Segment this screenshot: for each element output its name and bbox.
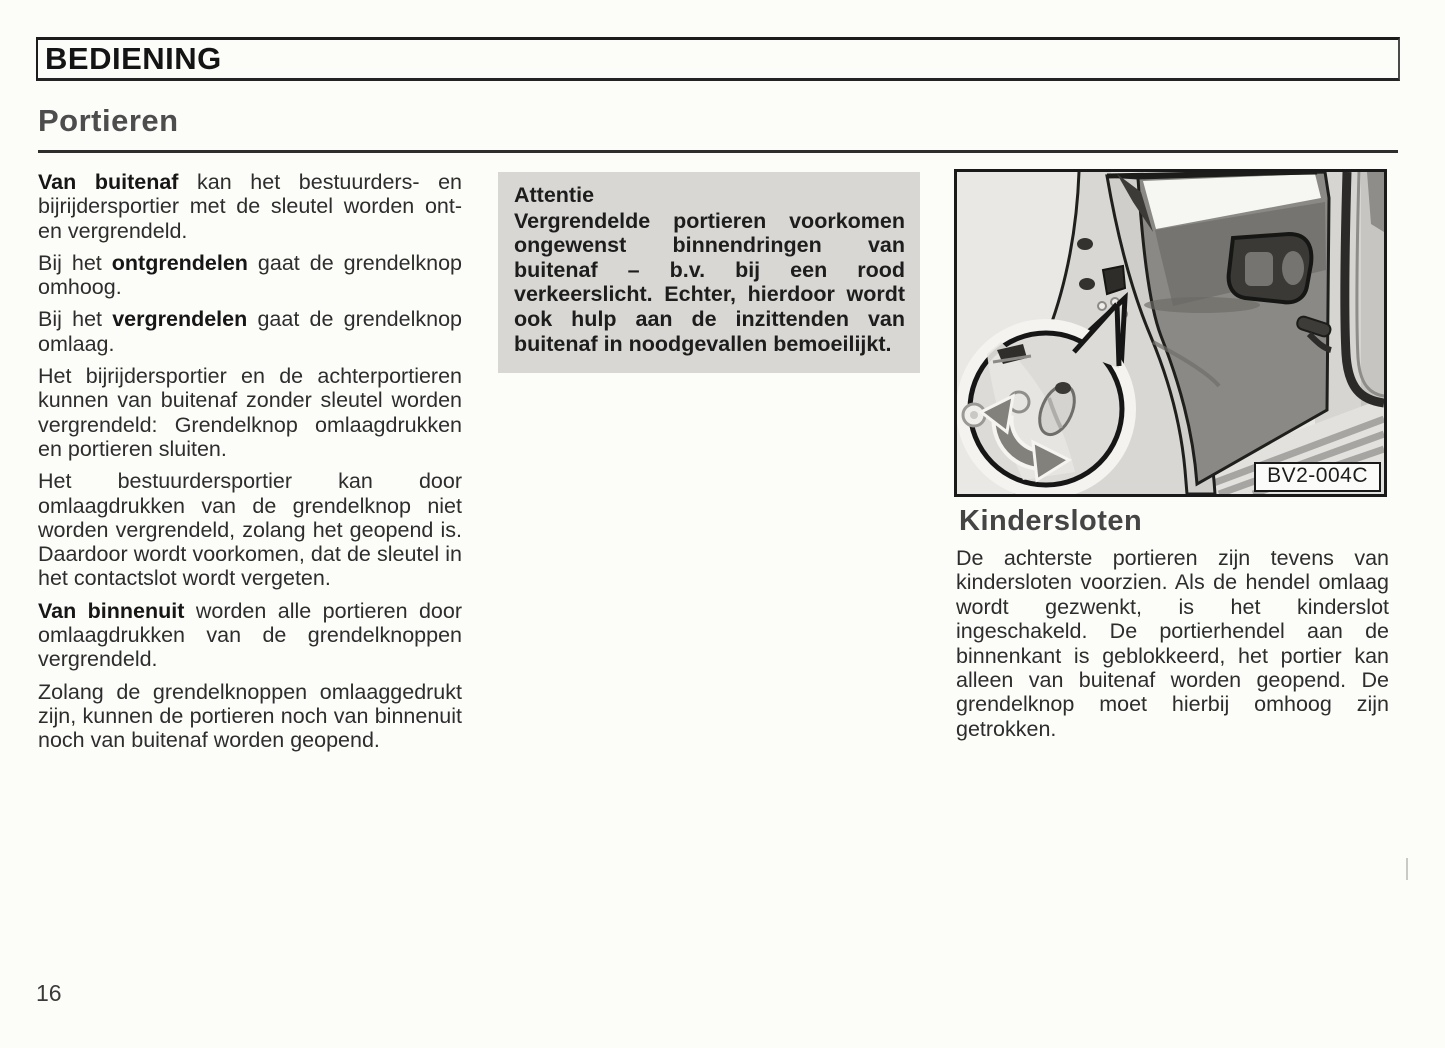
- paragraph-achterportieren: Het bijrijdersportier en de achterportieren kunnen van buitenaf zonder sleutel worden vergrendeld: Grendelknop omlaagdrukken en portieren sluiten.: [38, 364, 462, 461]
- attention-title: Attentie: [514, 183, 595, 207]
- door-illustration-figure: [954, 169, 1387, 497]
- left-text-column: [38, 170, 462, 761]
- kindersloten-body: De achterste portieren zijn tevens van kindersloten voorzien. Als de hendel omlaag wordt gezwenkt, is het kinderslot ingeschakeld. De portierhendel aan de binnenkant is geblokkeerd, het portier kan alleen van buitenaf worden geopend. De grendelknop moet hierbij omhoog zijn getrokken.: [956, 546, 1389, 741]
- paragraph-van-buitenaf: [38, 170, 462, 243]
- paragraph-zolang: Zolang de grendelknoppen omlaaggedrukt zijn, kunnen de portieren noch van binnenuit noch van buitenaf worden geopend.: [38, 679, 462, 753]
- chapter-header-box: [36, 37, 1400, 81]
- paragraph-text: worden alle portieren door omlaagdrukken van de grendelknoppen vergrendeld.: [38, 598, 462, 672]
- paragraph-bestuurdersportier: Het bestuurdersportier kan door omlaagdrukken van de grendelknop niet worden vergrendeld, zolang het geopend is. Daardoor wordt voorkomen, dat de sleutel in het contactslot wordt vergeten.: [38, 469, 462, 591]
- kindersloten-heading: Kindersloten: [959, 505, 1143, 537]
- paragraph-text: Bij het: [38, 250, 112, 275]
- bold-lead: Van binnenuit: [38, 598, 185, 623]
- paragraph-ontgrendelen: [38, 251, 462, 300]
- section-rule: [38, 150, 1398, 153]
- page-number: 16: [36, 980, 62, 1006]
- figure-caption-label: BV2-004C: [1254, 462, 1381, 492]
- paragraph-van-binnenuit: [38, 599, 462, 672]
- bold-lead: Van buitenaf: [38, 170, 179, 194]
- paragraph-text: Bij het: [38, 307, 113, 332]
- paragraph-text: gaat de grendelknop omhoog.: [38, 250, 462, 300]
- bold-word: ontgrendelen: [111, 250, 248, 275]
- rear-door-drawing: [957, 172, 1384, 494]
- bold-word: vergrendelen: [112, 307, 248, 332]
- paragraph-text: gaat de grendelknop omlaag.: [38, 307, 462, 356]
- attention-body: Vergrendelde portieren voorkomen ongewenst binnendringen van buitenaf – b.v. bij een rood verkeerslicht. Echter, hierdoor wordt ook hulp aan de inzittenden van buitenaf in noodgevallen bemoeilijkt.: [514, 208, 905, 356]
- paragraph-text: kan het bestuurders- en bijrijdersportier met de sleutel worden ont- en vergrendeld.: [38, 170, 462, 243]
- paragraph-vergrendelen: [38, 307, 462, 356]
- attention-box: [498, 172, 920, 373]
- section-title: Portieren: [38, 103, 179, 138]
- door-grab-handle: [1229, 234, 1312, 302]
- scan-artifact: [1406, 858, 1408, 880]
- chapter-title: BEDIENING: [45, 41, 222, 76]
